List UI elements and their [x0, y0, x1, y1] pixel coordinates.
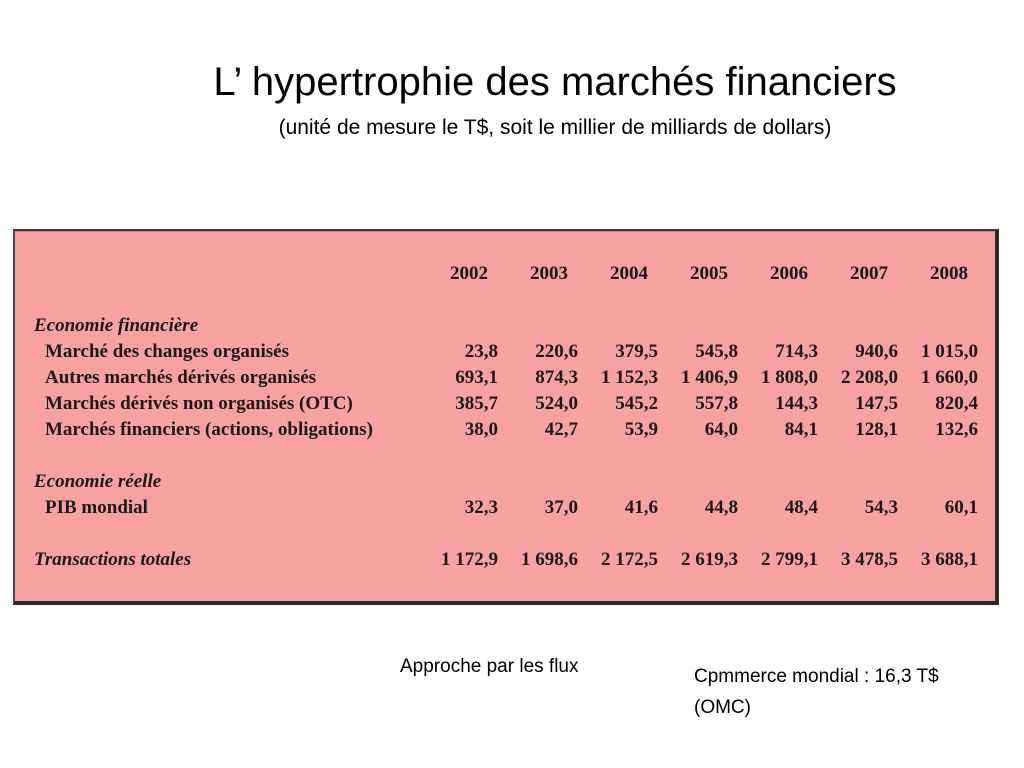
table-cell: 2 208,0 [841, 367, 898, 388]
year-header-2002: 2002 [450, 263, 488, 284]
table-cell: 60,1 [944, 497, 978, 518]
table-cell: 1 698,6 [521, 549, 578, 570]
table-cell: 1 172,9 [441, 549, 498, 570]
table-cell: 48,4 [784, 497, 818, 518]
year-header-2004: 2004 [610, 263, 648, 284]
table-cell: 1 152,3 [601, 367, 658, 388]
year-header-2007: 2007 [850, 263, 888, 284]
table-cell: 1 808,0 [761, 367, 818, 388]
table-cell: 545,8 [695, 341, 738, 362]
table-cell: 385,7 [455, 393, 498, 414]
table-cell: 38,0 [464, 419, 498, 440]
table-cell: 44,8 [704, 497, 738, 518]
section-label-economie-financiere: Economie financière [34, 315, 199, 336]
row-label-marche-changes: Marché des changes organisés [45, 341, 289, 362]
table-cell: 557,8 [695, 393, 738, 414]
caption-omc: (OMC) [694, 697, 751, 718]
row-label-otc: Marchés dérivés non organisés (OTC) [45, 393, 353, 414]
caption-commerce-mondial: Cpmmerce mondial : 16,3 T$ [694, 666, 939, 687]
table-cell: 84,1 [784, 419, 818, 440]
table-cell: 3 478,5 [841, 549, 898, 570]
table-cell: 874,3 [535, 367, 578, 388]
table-cell: 37,0 [544, 497, 578, 518]
section-label-economie-reelle: Economie réelle [34, 471, 162, 492]
table-cell: 128,1 [855, 419, 898, 440]
table-cell: 64,0 [704, 419, 738, 440]
table-cell: 693,1 [455, 367, 498, 388]
slide-title: L’ hypertrophie des marchés financiers [213, 60, 897, 104]
table-cell: 3 688,1 [921, 549, 978, 570]
row-label-pib-mondial: PIB mondial [45, 497, 148, 518]
table-cell: 41,6 [624, 497, 658, 518]
table-cell: 1 406,9 [681, 367, 738, 388]
table-cell: 42,7 [544, 419, 578, 440]
year-header-2006: 2006 [770, 263, 808, 284]
table-cell: 1 660,0 [921, 367, 978, 388]
table-cell: 714,3 [775, 341, 818, 362]
table-cell: 524,0 [535, 393, 578, 414]
table-cell: 2 799,1 [761, 549, 818, 570]
caption-approche-flux: Approche par les flux [400, 656, 579, 677]
table-cell: 132,6 [935, 419, 978, 440]
table-cell: 54,3 [864, 497, 898, 518]
table-cell: 147,5 [855, 393, 898, 414]
table-cell: 940,6 [855, 341, 898, 362]
table-cell: 220,6 [535, 341, 578, 362]
year-header-2008: 2008 [930, 263, 968, 284]
table-cell: 32,3 [464, 497, 498, 518]
table-cell: 2 619,3 [681, 549, 738, 570]
table-cell: 545,2 [615, 393, 658, 414]
row-label-transactions-totales: Transactions totales [34, 549, 192, 570]
financial-markets-table [13, 229, 999, 605]
year-header-2005: 2005 [690, 263, 728, 284]
table-cell: 144,3 [775, 393, 818, 414]
table-cell: 23,8 [464, 341, 498, 362]
table-cell: 53,9 [624, 419, 658, 440]
row-label-autres-derives: Autres marchés dérivés organisés [45, 367, 317, 388]
table-cell: 1 015,0 [921, 341, 978, 362]
table-cell: 820,4 [935, 393, 978, 414]
row-label-marches-financiers: Marchés financiers (actions, obligations) [45, 419, 373, 440]
table-cell: 379,5 [615, 341, 658, 362]
table-cell: 2 172,5 [601, 549, 658, 570]
year-header-2003: 2003 [530, 263, 568, 284]
slide-subtitle: (unité de mesure le T$, soit le millier de milliards de dollars) [278, 116, 832, 139]
